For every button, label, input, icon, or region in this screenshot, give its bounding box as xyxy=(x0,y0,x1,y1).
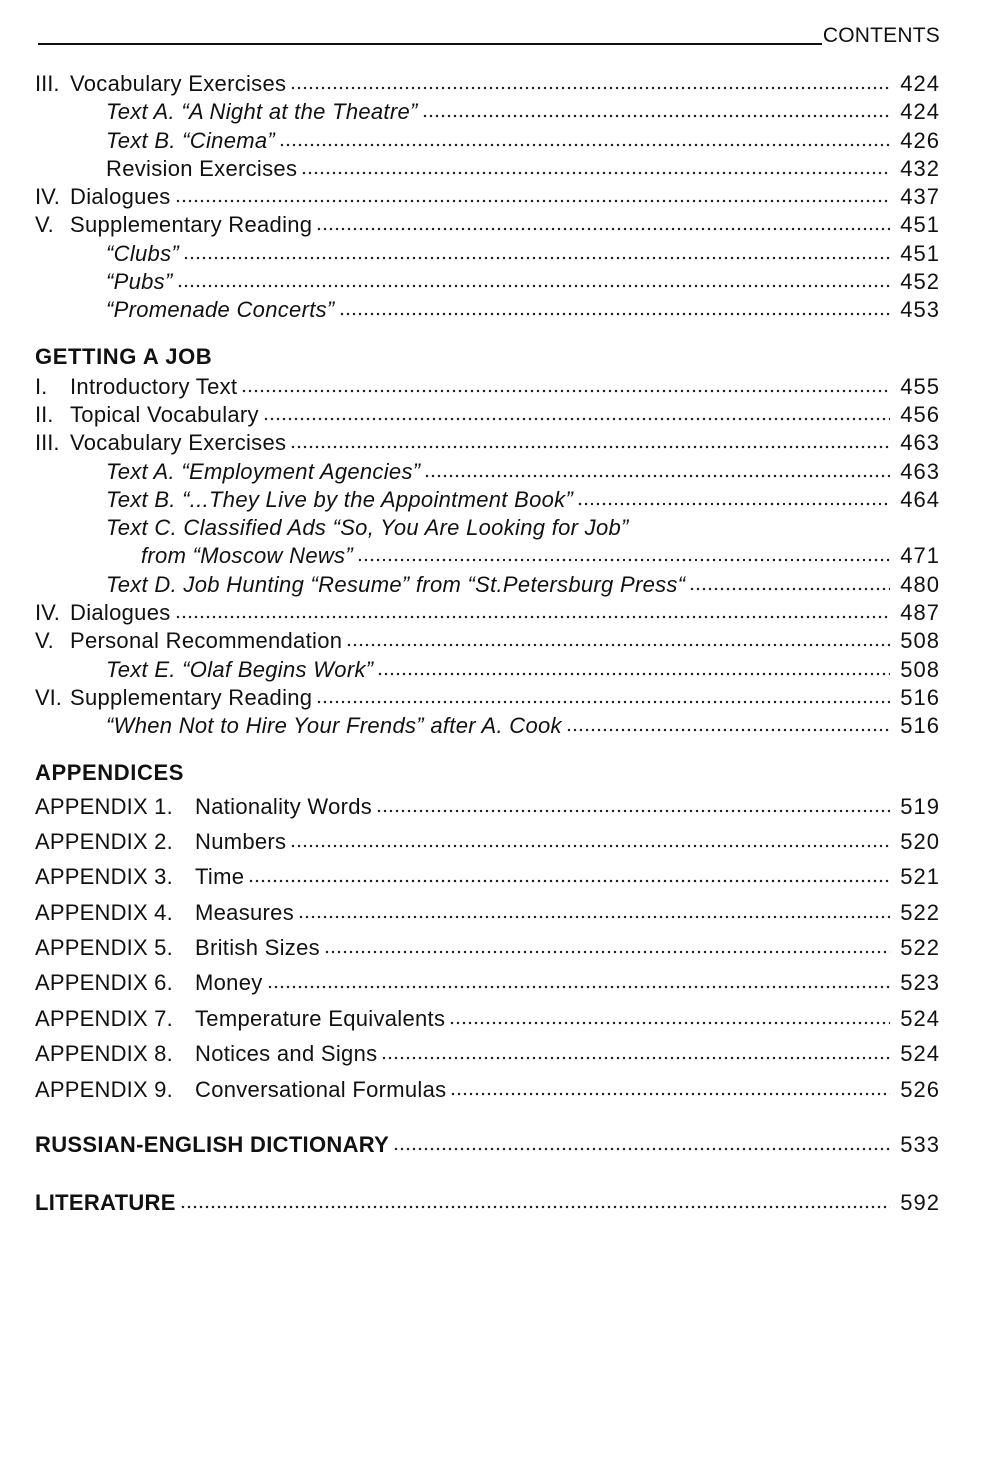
section-heading-getting-a-job: GETTING A JOB xyxy=(35,343,213,369)
appendix-entry[interactable] xyxy=(35,789,940,824)
dot-leader xyxy=(279,142,890,148)
toc-entry-page: 455 xyxy=(900,373,940,399)
appendix-number: APPENDIX 7. xyxy=(35,1005,173,1031)
toc-entry[interactable] xyxy=(35,486,940,514)
toc-entry-label: Introductory Text xyxy=(70,373,238,399)
appendix-entry[interactable] xyxy=(35,1001,940,1036)
toc-entry-page: 452 xyxy=(900,269,940,295)
appendix-number: APPENDIX 4. xyxy=(35,899,173,925)
toc-entry-label: “Promenade Concerts” xyxy=(106,297,335,323)
dot-leader xyxy=(422,113,890,119)
dot-leader xyxy=(290,843,890,849)
dot-leader xyxy=(290,444,890,450)
toc-entry[interactable] xyxy=(35,373,940,401)
dot-leader xyxy=(290,85,890,91)
toc-entry-label: Vocabulary Exercises xyxy=(70,71,287,96)
appendix-number: APPENDIX 2. xyxy=(35,828,173,854)
toc-entry-number: IV. xyxy=(35,184,60,210)
toc-entry-label: LITERATURE xyxy=(35,1190,176,1216)
appendix-number: APPENDIX 6. xyxy=(35,970,173,996)
appendix-entries xyxy=(35,789,940,1108)
dot-leader xyxy=(689,586,890,592)
dot-leader xyxy=(377,671,890,677)
toc-entry-page: 451 xyxy=(900,240,940,266)
dot-leader xyxy=(566,727,890,733)
toc-entry-label: Dialogues xyxy=(70,184,171,210)
dot-leader xyxy=(177,283,890,289)
appendix-label: Time xyxy=(195,864,245,890)
toc-entry-label: “Clubs” xyxy=(106,240,179,266)
toc-entry-page: 453 xyxy=(900,297,940,323)
dot-leader xyxy=(248,878,890,884)
appendix-page: 523 xyxy=(900,970,940,996)
appendix-number: APPENDIX 9. xyxy=(35,1076,173,1102)
toc-entry[interactable] xyxy=(35,656,940,684)
appendix-label: Nationality Words xyxy=(195,793,373,819)
appendix-entry[interactable] xyxy=(35,895,940,930)
toc-entry-page: 516 xyxy=(900,713,940,739)
toc-entry-number: II. xyxy=(35,401,54,427)
appendix-label: Money xyxy=(195,970,263,996)
toc-entry-label: from “Moscow News” xyxy=(141,543,353,569)
toc-entry-page: 592 xyxy=(900,1190,940,1216)
appendix-page: 524 xyxy=(900,1041,940,1067)
dot-leader xyxy=(324,949,890,955)
dot-leader xyxy=(346,642,890,648)
dot-leader xyxy=(241,388,890,394)
toc-entry[interactable] xyxy=(35,401,940,429)
appendix-label: Notices and Signs xyxy=(195,1041,378,1067)
dot-leader xyxy=(180,1204,890,1210)
toc-entry-label: Supplementary Reading xyxy=(70,212,313,238)
appendix-number: APPENDIX 3. xyxy=(35,864,173,890)
toc-entry-page: 463 xyxy=(900,458,940,484)
toc-entry-page: 508 xyxy=(900,628,940,654)
toc-entry-page: 424 xyxy=(900,71,940,96)
toc-entry[interactable] xyxy=(35,183,940,211)
toc-entry-label: Topical Vocabulary xyxy=(70,401,259,427)
toc-entry-page: 432 xyxy=(900,155,940,181)
toc-entry-page: 426 xyxy=(900,127,940,153)
toc-entry-label: Text A. “Employment Agencies” xyxy=(106,458,421,484)
dot-leader xyxy=(267,984,890,990)
appendix-page: 520 xyxy=(900,828,940,854)
running-head-title: CONTENTS xyxy=(822,24,940,47)
header-rule xyxy=(38,43,822,45)
toc-entry-label: Vocabulary Exercises xyxy=(70,430,287,456)
appendix-entry[interactable] xyxy=(35,930,940,965)
toc-entry[interactable] xyxy=(35,98,940,126)
toc-entry[interactable] xyxy=(35,429,940,457)
appendix-number: APPENDIX 8. xyxy=(35,1041,173,1067)
appendix-entry[interactable] xyxy=(35,859,940,894)
dot-leader xyxy=(316,226,890,232)
toc-entry-number: VI. xyxy=(35,684,62,710)
toc-entry-page: 480 xyxy=(900,571,940,597)
appendix-label: Measures xyxy=(195,899,294,925)
appendix-page: 522 xyxy=(900,935,940,961)
dot-leader xyxy=(175,614,890,620)
toc-entry-page: 508 xyxy=(900,656,940,682)
toc-entry-label: “Pubs” xyxy=(106,269,173,295)
toc-entry-page: 437 xyxy=(900,184,940,210)
toc-entry-label: Supplementary Reading xyxy=(70,684,313,710)
toc-entry[interactable] xyxy=(35,70,940,98)
toc-entry-page: 533 xyxy=(900,1132,940,1158)
section-job-entries xyxy=(35,373,940,741)
dot-leader xyxy=(316,699,890,705)
toc-entry[interactable] xyxy=(35,127,940,155)
toc-entry-label: Personal Recommendation xyxy=(70,628,343,654)
dot-leader xyxy=(424,473,890,479)
appendix-page: 519 xyxy=(900,793,940,819)
dot-leader xyxy=(301,170,890,176)
toc-entry-label: Dialogues xyxy=(70,600,171,626)
dot-leader xyxy=(175,198,890,204)
dot-leader xyxy=(263,416,890,422)
appendix-entry[interactable] xyxy=(35,1072,940,1107)
table-of-contents xyxy=(35,70,940,1218)
appendix-entry[interactable] xyxy=(35,1036,940,1071)
appendix-page: 526 xyxy=(900,1076,940,1102)
toc-entry-label: Text B. “...They Live by the Appointment Book” xyxy=(106,486,574,512)
dot-leader xyxy=(450,1091,890,1097)
toc-entry-label: Text E. “Olaf Begins Work” xyxy=(106,656,374,682)
toc-entry-literature[interactable] xyxy=(35,1189,940,1217)
toc-entry-page: 487 xyxy=(900,600,940,626)
appendix-label: Temperature Equivalents xyxy=(195,1005,446,1031)
toc-entry[interactable] xyxy=(35,211,940,239)
toc-entry-page: 464 xyxy=(900,486,940,512)
dot-leader xyxy=(376,808,890,814)
toc-entry-number: III. xyxy=(35,71,60,96)
appendix-entry[interactable] xyxy=(35,965,940,1000)
appendix-number: APPENDIX 5. xyxy=(35,935,173,961)
toc-entry-page: 471 xyxy=(900,543,940,569)
toc-entry[interactable] xyxy=(35,684,940,712)
appendix-number: APPENDIX 1. xyxy=(35,793,173,819)
toc-entry[interactable] xyxy=(35,155,940,183)
toc-entry-number: V. xyxy=(35,628,54,654)
toc-entry[interactable] xyxy=(35,268,940,296)
dot-leader xyxy=(298,914,890,920)
toc-entry-label: “When Not to Hire Your Frends” after A. Cook xyxy=(106,713,562,739)
toc-entry[interactable] xyxy=(35,458,940,486)
appendix-page: 524 xyxy=(900,1005,940,1031)
appendix-entry[interactable] xyxy=(35,824,940,859)
dot-leader xyxy=(357,557,890,563)
section-heading-appendices: APPENDICES xyxy=(35,759,185,785)
toc-entry-page: 516 xyxy=(900,684,940,710)
appendix-page: 521 xyxy=(900,864,940,890)
toc-entry[interactable] xyxy=(35,627,940,655)
toc-entry[interactable] xyxy=(35,599,940,627)
toc-entry[interactable] xyxy=(35,240,940,268)
appendix-label: British Sizes xyxy=(195,935,320,961)
toc-entry-number: III. xyxy=(35,430,60,456)
toc-entry-number: V. xyxy=(35,212,54,238)
toc-entry-label: Revision Exercises xyxy=(106,155,298,181)
toc-entry-label: Text B. “Cinema” xyxy=(106,127,276,153)
toc-entry-page: 463 xyxy=(900,430,940,456)
appendix-label: Numbers xyxy=(195,828,287,854)
running-head xyxy=(38,22,940,50)
section-entertainment-entries xyxy=(35,70,940,325)
dot-leader xyxy=(577,501,890,507)
dot-leader xyxy=(339,311,890,317)
toc-entry[interactable] xyxy=(35,296,940,324)
dot-leader xyxy=(449,1020,890,1026)
toc-entry[interactable] xyxy=(35,542,940,570)
toc-entry-label: RUSSIAN-ENGLISH DICTIONARY xyxy=(35,1132,390,1158)
toc-entry-page: 451 xyxy=(900,212,940,238)
dot-leader xyxy=(381,1055,890,1061)
dot-leader xyxy=(393,1146,890,1152)
toc-entry-number: I. xyxy=(35,373,48,399)
dot-leader xyxy=(183,255,890,261)
toc-entry-label: Text C. Classified Ads “So, You Are Looking for Job” xyxy=(106,515,629,541)
appendix-label: Conversational Formulas xyxy=(195,1076,447,1102)
toc-entry-page: 456 xyxy=(900,401,940,427)
toc-entry[interactable] xyxy=(35,712,940,740)
toc-entry[interactable] xyxy=(35,571,940,599)
toc-entry[interactable] xyxy=(35,514,940,542)
appendix-page: 522 xyxy=(900,899,940,925)
toc-entry-page: 424 xyxy=(900,99,940,125)
toc-entry-label: Text A. “A Night at the Theatre” xyxy=(106,99,418,125)
toc-entry-label: Text D. Job Hunting “Resume” from “St.Petersburg Press“ xyxy=(106,571,686,597)
toc-entry-dictionary[interactable] xyxy=(35,1131,940,1159)
toc-entry-number: IV. xyxy=(35,600,60,626)
